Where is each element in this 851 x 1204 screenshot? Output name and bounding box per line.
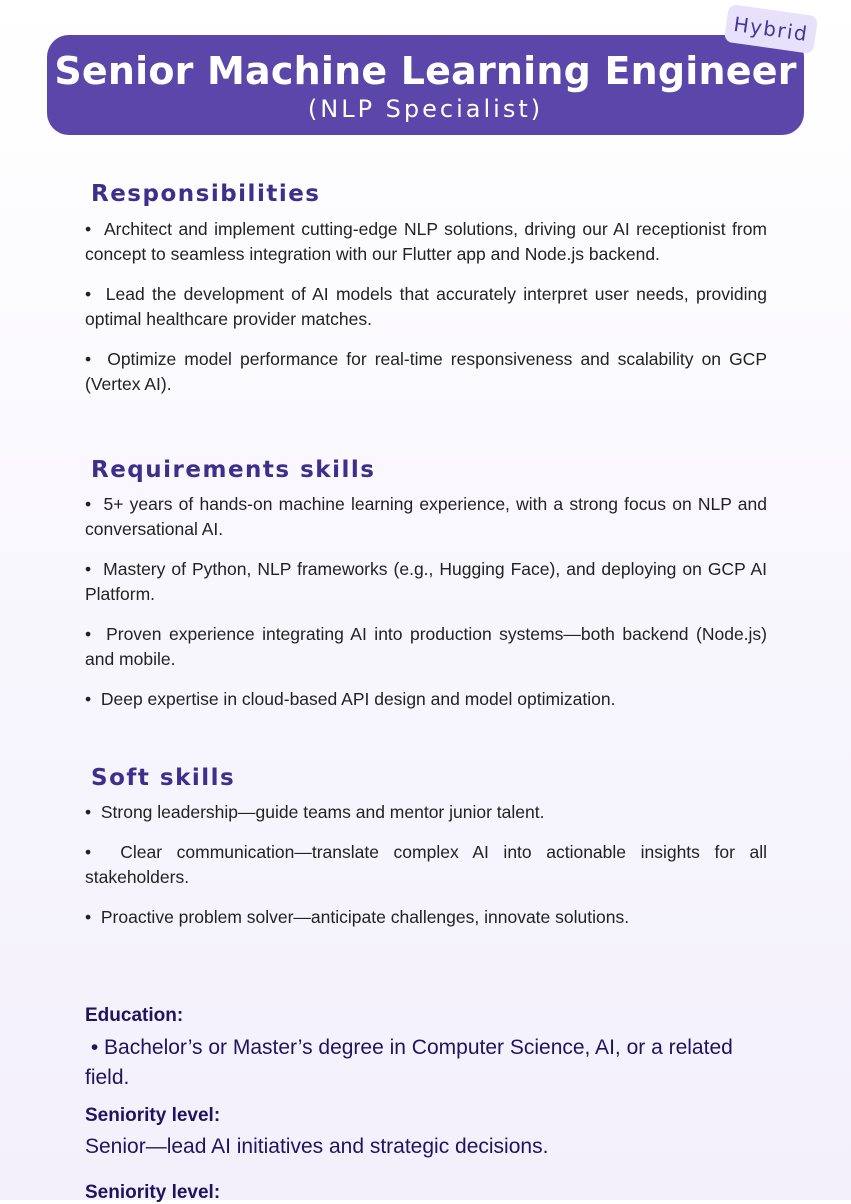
list-item: • Proactive problem solver—anticipate challenges, innovate solutions. [85, 905, 767, 930]
job-title: Senior Machine Learning Engineer [54, 49, 797, 93]
list-item: • Clear communication—translate complex AI into actionable insights for all stakeholders. [85, 840, 767, 890]
list-item: • 5+ years of hands-on machine learning experience, with a strong focus on NLP and conversational AI. [85, 492, 767, 542]
list-item: • Architect and implement cutting-edge NLP solutions, driving our AI receptionist from concept to seamless integration with our Flutter app and Node.js backend. [85, 217, 767, 267]
list-item: • Strong leadership—guide teams and mentor junior talent. [85, 800, 767, 825]
responsibilities-list [85, 217, 767, 412]
job-subtitle: (NLP Specialist) [307, 95, 544, 123]
cutoff-label: Seniority level: [85, 1182, 221, 1203]
title-banner [47, 35, 804, 135]
list-item: • Proven experience integrating AI into production systems—both backend (Node.js) and mobile. [85, 622, 767, 672]
section-title-responsibilities: Responsibilities [91, 181, 321, 207]
seniority-label: Seniority level: [85, 1105, 221, 1126]
education-text: • Bachelor’s or Master’s degree in Computer Science, AI, or a related field. [85, 1033, 775, 1093]
requirements-list [85, 492, 767, 727]
list-item: • Deep expertise in cloud-based API design and model optimization. [85, 687, 767, 712]
list-item: • Lead the development of AI models that accurately interpret user needs, providing optimal healthcare provider matches. [85, 282, 767, 332]
seniority-text: Senior—lead AI initiatives and strategic decisions. [85, 1135, 549, 1158]
education-label: Education: [85, 1005, 184, 1026]
section-title-requirements: Requirements skills [91, 457, 376, 483]
list-item: • Mastery of Python, NLP frameworks (e.g., Hugging Face), and deploying on GCP AI Platform. [85, 557, 767, 607]
section-title-soft-skills: Soft skills [91, 765, 236, 791]
work-mode-badge: Hybrid [724, 4, 818, 54]
list-item: • Optimize model performance for real-time responsiveness and scalability on GCP (Vertex AI). [85, 347, 767, 397]
soft-skills-list [85, 800, 767, 945]
